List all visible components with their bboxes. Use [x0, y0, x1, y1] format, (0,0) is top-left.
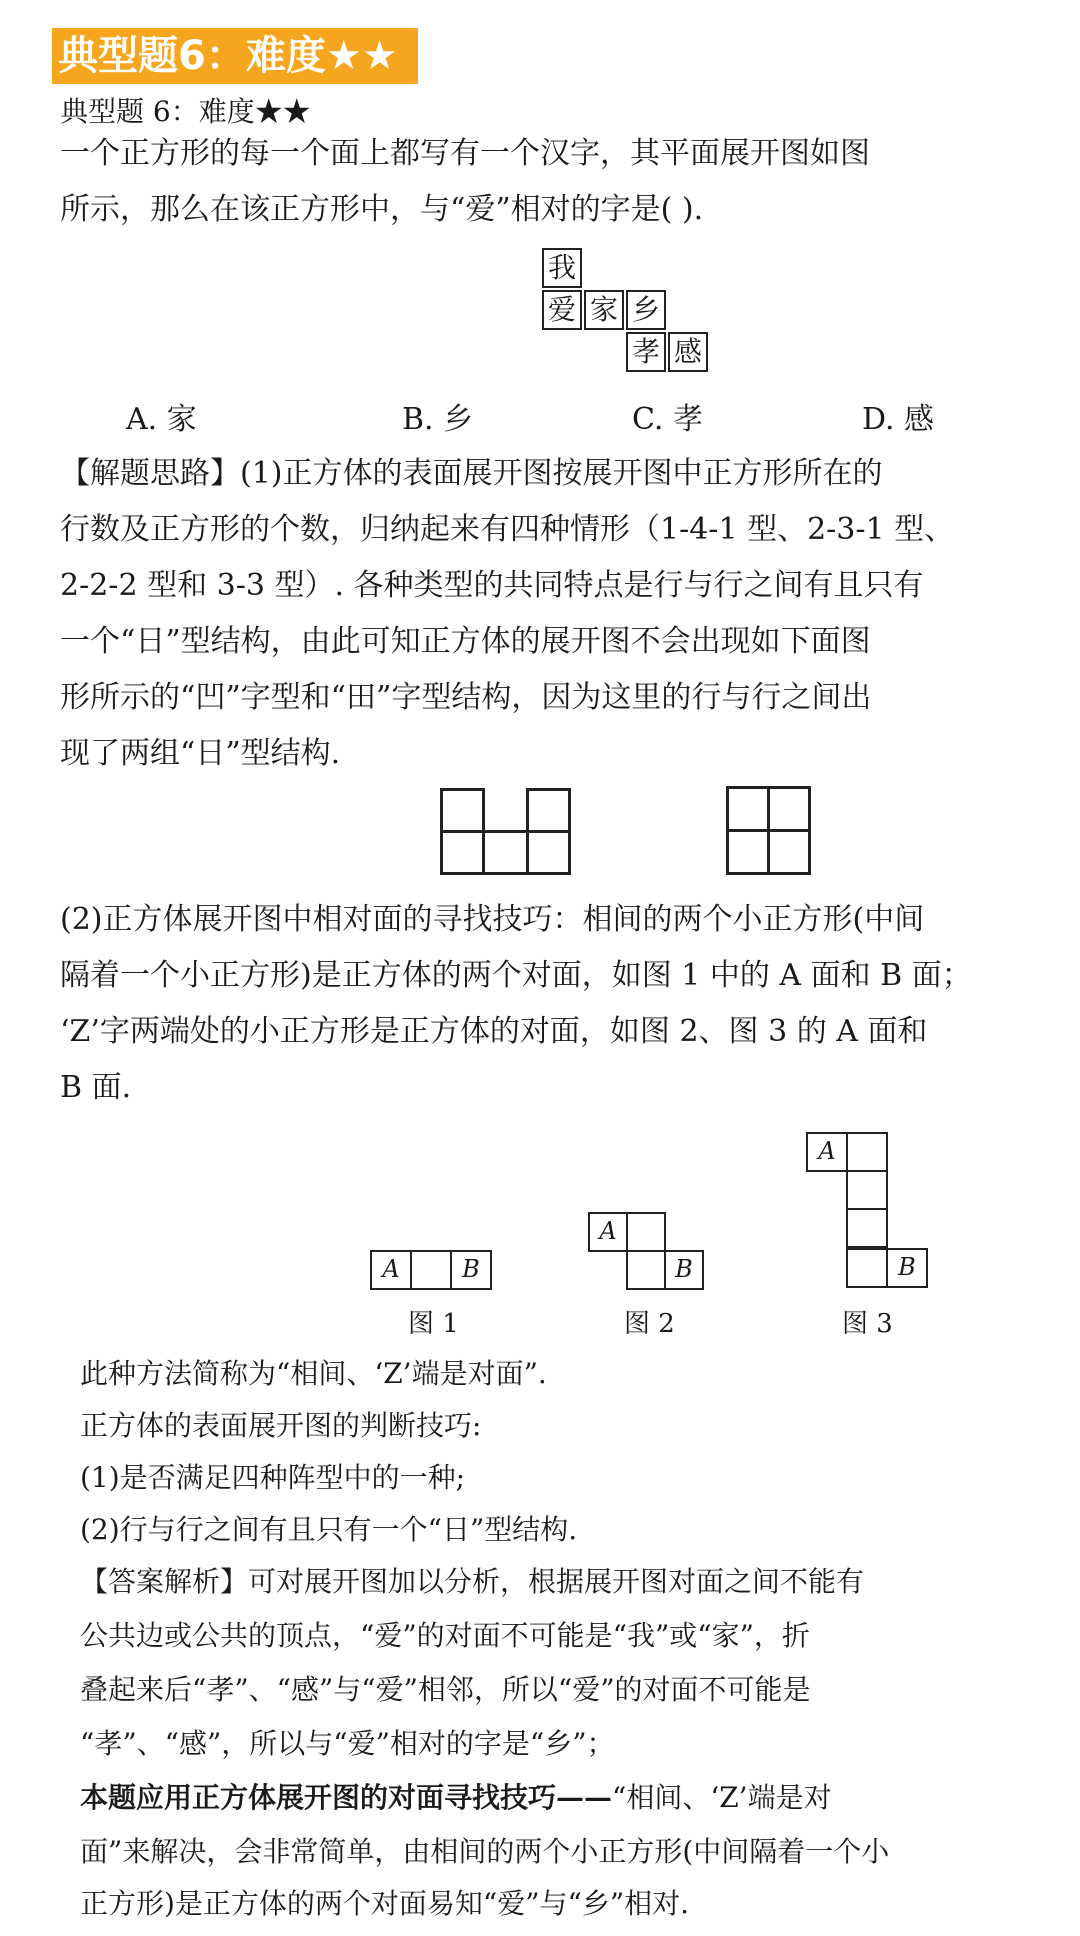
conclusion-line-1 [80, 1778, 832, 1818]
concave-square-1 [440, 788, 485, 833]
fig3-square-b: B [886, 1248, 928, 1288]
fig1-square-b: B [450, 1250, 492, 1290]
figure-1-caption: 图 1 [408, 1309, 459, 1339]
fig2-square-b: B [664, 1250, 704, 1290]
concave-square-4 [482, 830, 529, 875]
analysis-line-2: 行数及正方形的个数，归纳起来有四种情形（1-4-1 型、2-3-1 型、 [60, 512, 955, 547]
answer-line-1: 【答案解析】可对展开图加以分析，根据展开图对面之间不能有 [80, 1565, 865, 1598]
title-banner: 典型题6：难度★★ [52, 28, 418, 84]
fig1-square-a: A [370, 1250, 412, 1290]
fig3-square-5 [846, 1248, 888, 1288]
field-square-2 [767, 786, 811, 832]
field-square-1 [726, 786, 770, 832]
answer-line-3: 叠起来后“孝”、“感”与“爱”相邻，所以“爱”的对面不可能是 [80, 1673, 811, 1706]
technique-line-3: ‘Z’字两端处的小正方形是正方体的对面，如图 2、图 3 的 A 面和 [60, 1014, 928, 1049]
question-line-1: 一个正方形的每一个面上都写有一个汉字，其平面展开图如图 [60, 136, 870, 171]
fig2-square-a: A [588, 1212, 628, 1252]
technique-line-4: B 面. [60, 1070, 132, 1105]
net-cell-1: 我 [542, 248, 582, 288]
summary-line-1: 此种方法简称为“相间、‘Z’端是对面”. [80, 1357, 547, 1390]
summary-line-4: (2)行与行之间有且只有一个“日”型结构. [80, 1513, 578, 1546]
net-cell-4: 乡 [626, 290, 666, 330]
concave-square-2 [526, 788, 571, 833]
analysis-line-4: 一个“日”型结构，由此可知正方体的展开图不会出现如下面图 [60, 624, 871, 659]
concave-square-5 [526, 830, 571, 875]
analysis-line-6: 现了两组“日”型结构. [60, 736, 341, 771]
net-cell-2: 爱 [542, 290, 582, 330]
fig2-square-3 [626, 1250, 666, 1290]
conclusion-line-3: 正方形)是正方体的两个对面易知“爱”与“乡”相对. [80, 1887, 690, 1920]
fig3-square-a: A [806, 1132, 848, 1172]
field-square-3 [726, 829, 770, 875]
question-line-2: 所示，那么在该正方形中，与“爱”相对的字是( ). [60, 192, 704, 227]
figure-3-caption: 图 3 [842, 1309, 893, 1339]
answer-line-2: 公共边或公共的顶点，“爱”的对面不可能是“我”或“家”，折 [80, 1619, 810, 1652]
net-cell-3: 家 [584, 290, 624, 330]
technique-line-1: (2)正方体展开图中相对面的寻找技巧：相间的两个小正方形(中间 [60, 902, 925, 937]
summary-line-3: (1)是否满足四种阵型中的一种; [80, 1461, 466, 1494]
fig3-square-2 [846, 1132, 888, 1172]
analysis-line-1: 【解题思路】(1)正方体的表面展开图按展开图中正方形所在的 [60, 456, 883, 491]
summary-line-2: 正方体的表面展开图的判断技巧: [80, 1409, 482, 1442]
conclusion-rest: “相间、‘Z’端是对 [612, 1781, 832, 1814]
problem-header: 典型题 6：难度★★ [60, 95, 311, 128]
answer-line-4: “孝”、“感”，所以与“爱”相对的字是“乡”； [80, 1727, 615, 1760]
concave-square-3 [440, 830, 485, 875]
fig1-square-middle [410, 1250, 452, 1290]
option-b: B. 乡 [402, 402, 474, 437]
fig3-square-3 [846, 1170, 888, 1210]
option-a: A. 家 [126, 402, 197, 437]
figure-2-caption: 图 2 [624, 1309, 675, 1339]
fig3-square-4 [846, 1208, 888, 1248]
analysis-line-5: 形所示的“凹”字型和“田”字型结构，因为这里的行与行之间出 [60, 680, 872, 715]
option-d: D. 感 [862, 402, 935, 437]
technique-line-2: 隔着一个小正方形)是正方体的两个对面，如图 1 中的 A 面和 B 面； [60, 958, 972, 993]
net-cell-5: 孝 [626, 332, 666, 372]
conclusion-bold: 本题应用正方体展开图的对面寻找技巧—— [80, 1781, 613, 1814]
field-square-4 [767, 829, 811, 875]
fig2-square-2 [626, 1212, 666, 1252]
option-c: C. 孝 [632, 402, 703, 437]
analysis-line-3: 2-2-2 型和 3-3 型）. 各种类型的共同特点是行与行之间有且只有 [60, 568, 924, 603]
net-cell-6: 感 [668, 332, 708, 372]
conclusion-line-2: 面”来解决，会非常简单，由相间的两个小正方形(中间隔着一个小 [80, 1835, 890, 1868]
